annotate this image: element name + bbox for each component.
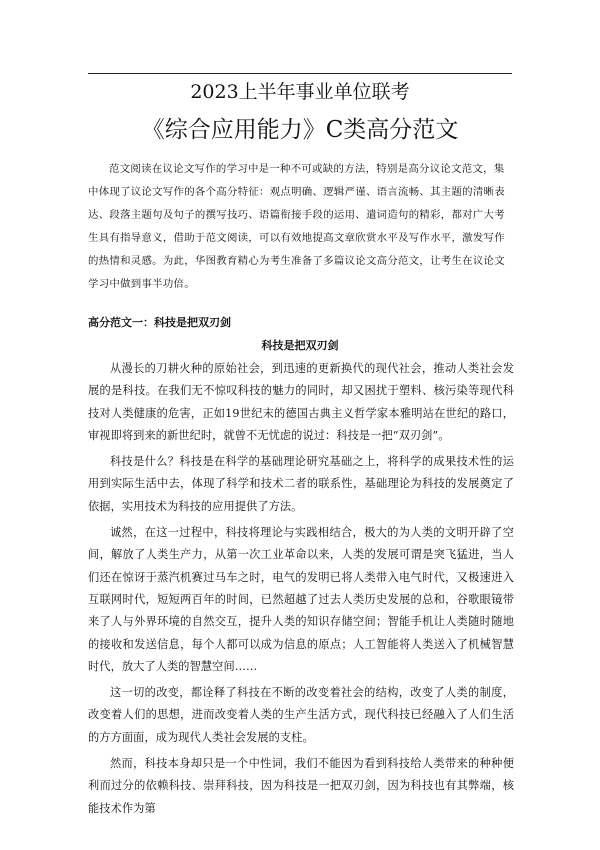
- intro-paragraph: 范文阅读在议论文写作的学习中是一种不可或缺的方法，特别是高分议论文范文，集中体现了议论文写作的各个高分特征：观点明确、逻辑严谨、语言流畅、其主题的清晰表达、段落主题句及句子的撰写技巧、语篇衔接手段的运用、遣词造句的精彩，都对广大考生具有指导意义，借助于范文阅读，可以有效地提高文章欣赏水平及写作水平，激发写作的热情和灵感。为此，华图教育精心为考生准备了多篇议论文高分范文，让考生在议论文学习中做到事半功倍。: [88, 163, 505, 290]
- section-heading: 高分范文一：科技是把双刃剑: [88, 316, 231, 329]
- essay-paragraph: 科技是什么？科技是在科学的基础理论研究基础之上，将科学的成果技术性的运用到实际生活中去，体现了科学和技术二者的联系性，基础理论为科技的发展奠定了依据，实用技术为科技的应用提供了方法。: [88, 455, 514, 513]
- essay-paragraph: 诚然，在这一过程中，科技将理论与实践相结合，极大的为人类的文明开辟了空间，解放了人类生产力，从第一次工业革命以来，人类的发展可谓是突飞猛进，当人们还在惊讶于蒸汽机赛过马车之时，电气的发明已将人类带入电气时代，又极速进入互联网时代，短短两百年的时间，已然超越了过去人类历史发展的总和，谷歌眼镜带来了人与外界环境的自然交互，提升人类的知识存储空间；智能手机让人类随时随地的接收和发送信息，每个人都可以成为信息的原点；人工智能将人类送入了机械智慧时代，放大了人类的智慧空间……: [88, 526, 514, 673]
- essay-paragraph: 从漫长的刀耕火种的原始社会，到迅速的更新换代的现代社会，推动人类社会发展的是科技。在我们无不惊叹科技的魅力的同时，却又困扰于塑料、核污染等现代科技对人类健康的危害，正如19世纪末的德国古典主义哲学家本雅明站在世纪的路口，审视即将到来的新世纪时，就曾不无忧虑的说过：科技是一把“双刃剑”。: [88, 362, 514, 442]
- page-title: 2023上半年事业单位联考: [190, 81, 410, 103]
- essay-body: [88, 358, 514, 824]
- essay-title: 科技是把双刃剑: [261, 339, 339, 352]
- essay-paragraph: 然而，科技本身却只是一个中性词，我们不能因为看到科技给人类带来的种种便利而过分的依赖科技、崇拜科技，因为科技是一把双刃剑，因为科技也有其弊端，核能技术作为第: [88, 757, 514, 815]
- page-subtitle: 《综合应用能力》C类高分范文: [141, 117, 459, 143]
- essay-paragraph: 这一切的改变，都诠释了科技在不断的改变着社会的结构，改变了人类的制度，改变着人们的思想，进而改变着人类的生产生活方式，现代科技已经融入了人们生活的方方面面，成为现代人类社会发展的支柱。: [88, 686, 514, 744]
- header-rule: [88, 73, 512, 74]
